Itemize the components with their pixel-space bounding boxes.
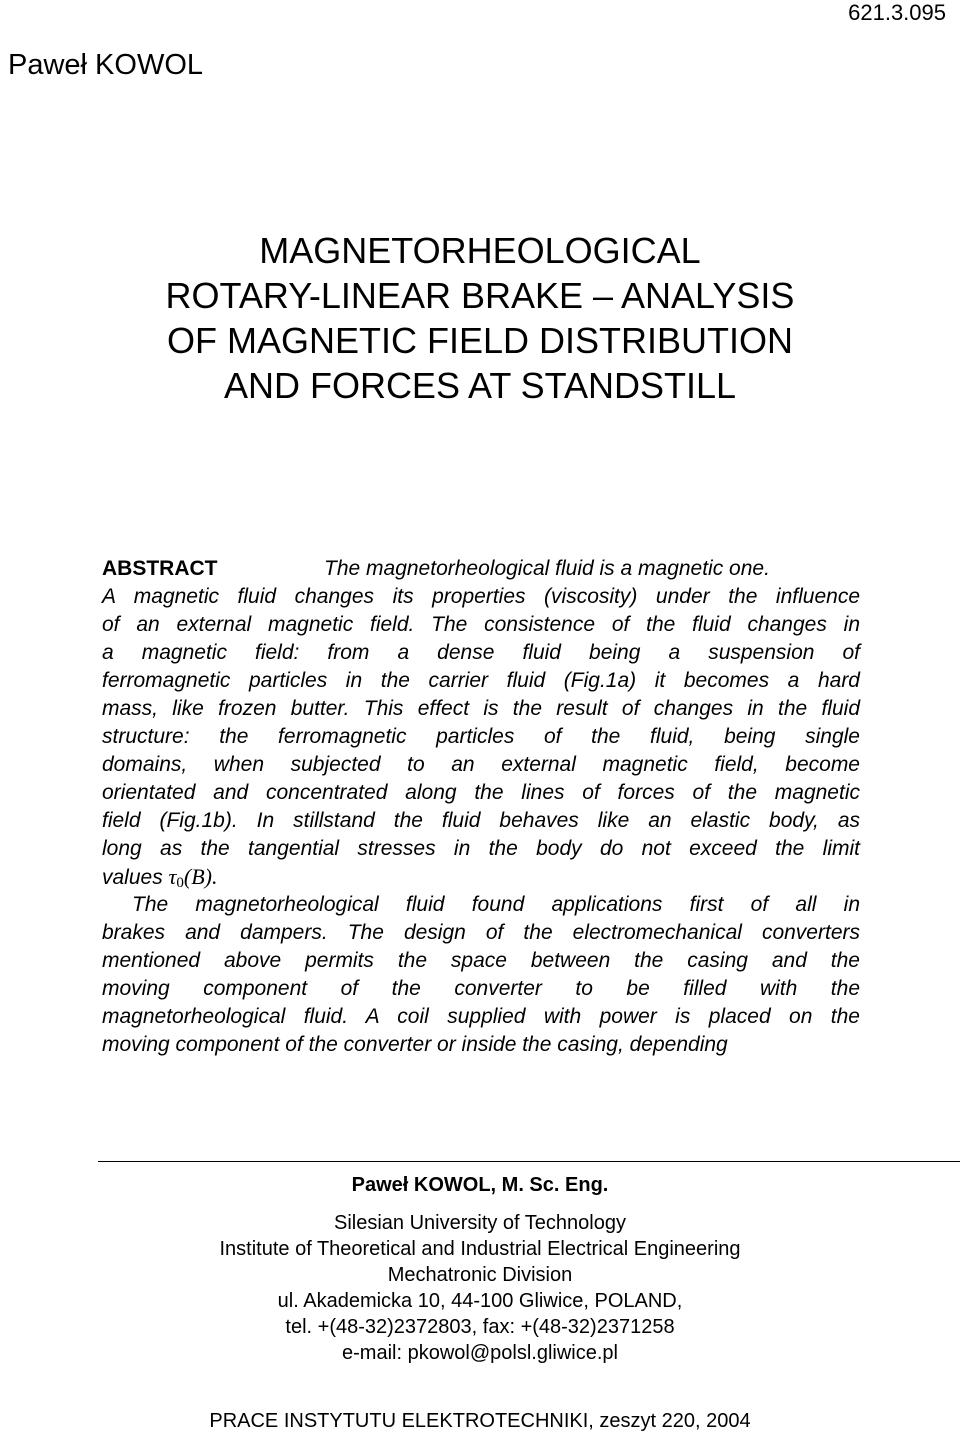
- paper-title: [0, 228, 960, 408]
- abstract-line: [102, 863, 860, 891]
- affiliation-division: Mechatronic Division: [387, 1264, 573, 1286]
- tau-subscript: 0: [176, 875, 184, 891]
- title-line: MAGNETORHEOLOGICAL: [259, 230, 701, 271]
- abstract-line: brakes and dampers. The design of the electromechanical converters: [102, 921, 860, 944]
- abstract-line: moving component of the converter to be filled with the: [102, 977, 860, 1000]
- tau-symbol: τ: [168, 864, 177, 889]
- abstract: [102, 555, 860, 1059]
- abstract-line: moving component of the converter or inside the casing, depending: [102, 1033, 728, 1056]
- abstract-line: ferromagnetic particles in the carrier fluid (Fig.1a) it becomes a hard: [102, 669, 860, 692]
- abstract-line: mass, like frozen butter. This effect is the result of changes in the fluid: [102, 697, 860, 720]
- abstract-line: magnetorheological fluid. A coil supplied with power is placed on the: [102, 1005, 860, 1028]
- abstract-line: mentioned above permits the space between the casing and the: [102, 949, 860, 972]
- abstract-text: values: [102, 866, 163, 889]
- abstract-line: domains, when subjected to an external magnetic field, become: [102, 753, 860, 776]
- abstract-line: A magnetic fluid changes its properties (viscosity) under the influence: [102, 585, 860, 608]
- abstract-text: The magnetorheological fluid is a magnetic one.: [324, 557, 770, 580]
- title-line: AND FORCES AT STANDSTILL: [223, 365, 737, 406]
- abstract-line: a magnetic field: from a dense fluid being a suspension of: [102, 641, 860, 664]
- journal-reference: PRACE INSTYTUTU ELEKTROTECHNIKI, zeszyt 220, 2004: [209, 1410, 751, 1432]
- abstract-line: long as the tangential stresses in the body do not exceed the limit: [102, 837, 860, 860]
- affiliation-institute: Institute of Theoretical and Industrial Electrical Engineering: [219, 1238, 741, 1260]
- abstract-line: structure: the ferromagnetic particles of the fluid, being single: [102, 725, 860, 748]
- abstract-line: orientated and concentrated along the lines of forces of the magnetic: [102, 781, 860, 804]
- affiliation-name: Paweł KOWOL, M. Sc. Eng.: [351, 1174, 609, 1196]
- abstract-line: The magnetorheological fluid found applications first of all in: [132, 893, 860, 916]
- footnote-divider: [98, 1161, 960, 1162]
- tau-argument: (B).: [183, 864, 218, 889]
- affiliation-university: Silesian University of Technology: [333, 1212, 626, 1234]
- udc-code: 621.3.095: [848, 0, 946, 25]
- author-name: Paweł KOWOL: [8, 49, 203, 81]
- title-line: ROTARY-LINEAR BRAKE – ANALYSIS: [165, 275, 795, 316]
- abstract-line: field (Fig.1b). In stillstand the fluid behaves like an elastic body, as: [102, 809, 860, 832]
- tau-formula: [169, 864, 218, 889]
- abstract-line: of an external magnetic field. The consistence of the fluid changes in: [102, 613, 860, 636]
- abstract-line: [102, 555, 860, 583]
- abstract-label: ABSTRACT: [102, 557, 218, 580]
- affiliation-address: ul. Akademicka 10, 44-100 Gliwice, POLAND,: [277, 1290, 683, 1312]
- title-line: OF MAGNETIC FIELD DISTRIBUTION: [166, 320, 794, 361]
- affiliation-email: e-mail: pkowol@polsl.gliwice.pl: [342, 1342, 618, 1364]
- affiliation-phone: tel. +(48-32)2372803, fax: +(48-32)2371258: [285, 1316, 675, 1338]
- author-affiliation: [0, 1172, 960, 1366]
